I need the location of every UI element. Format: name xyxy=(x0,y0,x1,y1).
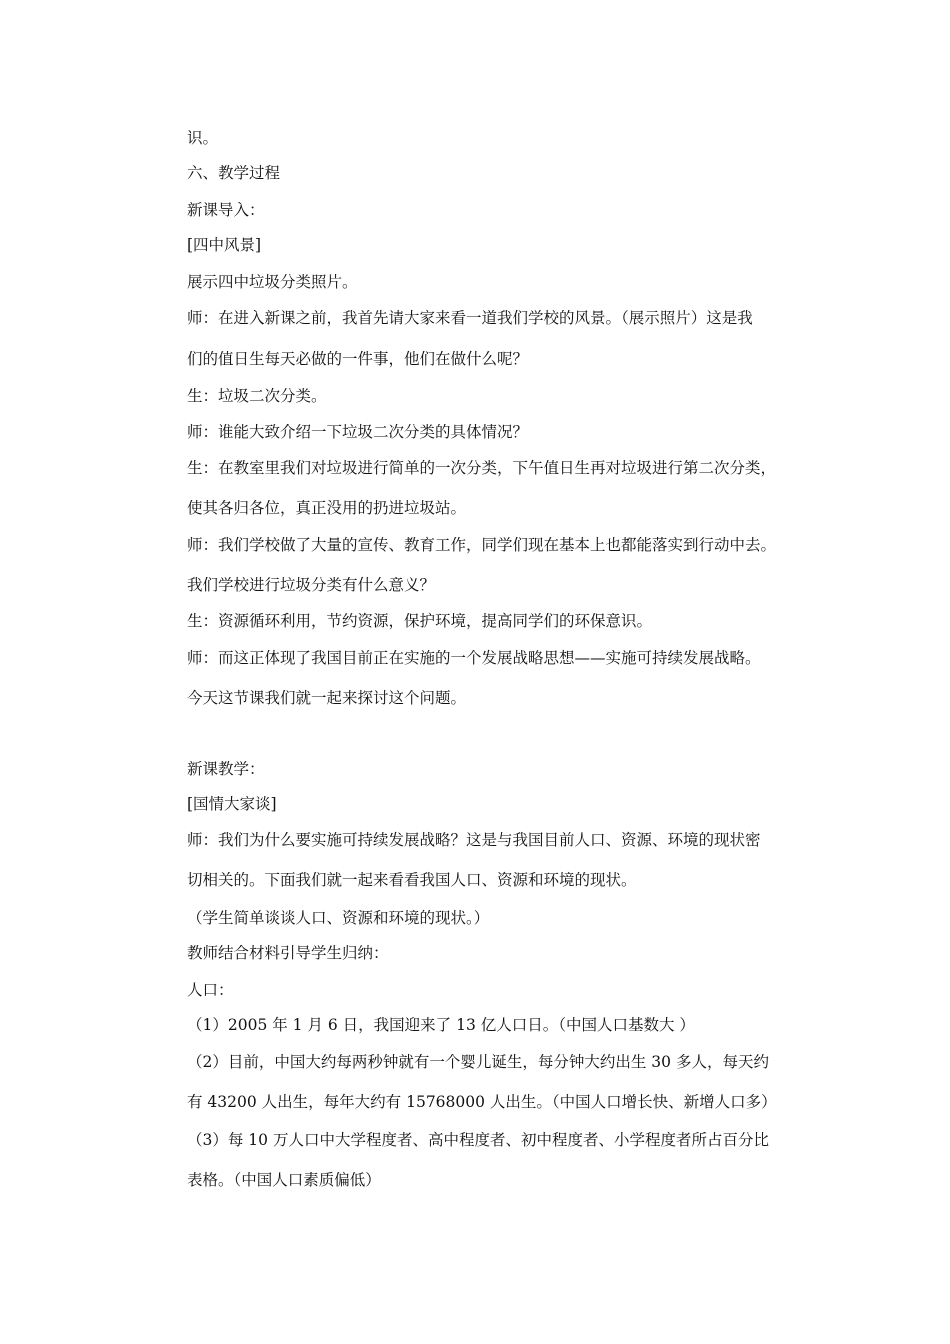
text-line: 师：谁能大致介绍一下垃圾二次分类的具体情况？ xyxy=(187,423,529,441)
list-item: （1）2005 年 1 月 6 日，我国迎来了 13 亿人口日。（中国人口基数大 ） xyxy=(187,1016,695,1034)
text-line: 们的值日生每天必做的一件事，他们在做什么呢？ xyxy=(187,350,529,368)
section-heading: 六、教学过程 xyxy=(187,164,281,182)
text-line: 生：垃圾二次分类。 xyxy=(187,387,327,405)
text-line: 师：我们为什么要实施可持续发展战略？这是与我国目前人口、资源、环境的现状密 xyxy=(187,831,761,849)
text-line: 人口： xyxy=(187,981,234,999)
text-line: 教师结合材料引导学生归纳： xyxy=(187,944,389,962)
list-item: （2）目前，中国大约每两秒钟就有一个婴儿诞生，每分钟大约出生 30 多人，每天约 xyxy=(187,1053,769,1071)
text-line: 使其各归各位，真正没用的扔进垃圾站。 xyxy=(187,499,467,517)
text-line: 生：资源循环利用，节约资源，保护环境，提高同学们的环保意识。 xyxy=(187,612,653,630)
text-line: 师：在进入新课之前，我首先请大家来看一道我们学校的风景。（展示照片）这是我 xyxy=(187,309,753,327)
text-line: 生：在教室里我们对垃圾进行简单的一次分类，下午值日生再对垃圾进行第二次分类， xyxy=(187,459,777,477)
bracket-title: [国情大家谈] xyxy=(187,795,277,813)
text-line: 识。 xyxy=(187,129,219,147)
subsection-heading: 新课教学： xyxy=(187,760,265,778)
list-item: （3）每 10 万人口中大学程度者、高中程度者、初中程度者、小学程度者所占百分比 xyxy=(187,1131,769,1149)
text-line: 表格。（中国人口素质偏低） xyxy=(187,1171,381,1189)
text-line: 我们学校进行垃圾分类有什么意义？ xyxy=(187,576,436,594)
subsection-heading: 新课导入： xyxy=(187,201,265,219)
text-line: 有 43200 人出生，每年大约有 15768000 人出生。（中国人口增长快、新增人口多） xyxy=(187,1093,777,1111)
text-line: 师：而这正体现了我国目前正在实施的一个发展战略思想——实施可持续发展战略。 xyxy=(187,649,761,667)
text-line: 今天这节课我们就一起来探讨这个问题。 xyxy=(187,689,467,707)
text-line: 展示四中垃圾分类照片。 xyxy=(187,273,358,291)
text-line: 师：我们学校做了大量的宣传、教育工作，同学们现在基本上也都能落实到行动中去。 xyxy=(187,536,777,554)
text-line: （学生简单谈谈人口、资源和环境的现状。） xyxy=(187,909,490,927)
bracket-title: [四中风景] xyxy=(187,236,262,254)
text-line: 切相关的。下面我们就一起来看看我国人口、资源和环境的现状。 xyxy=(187,871,637,889)
